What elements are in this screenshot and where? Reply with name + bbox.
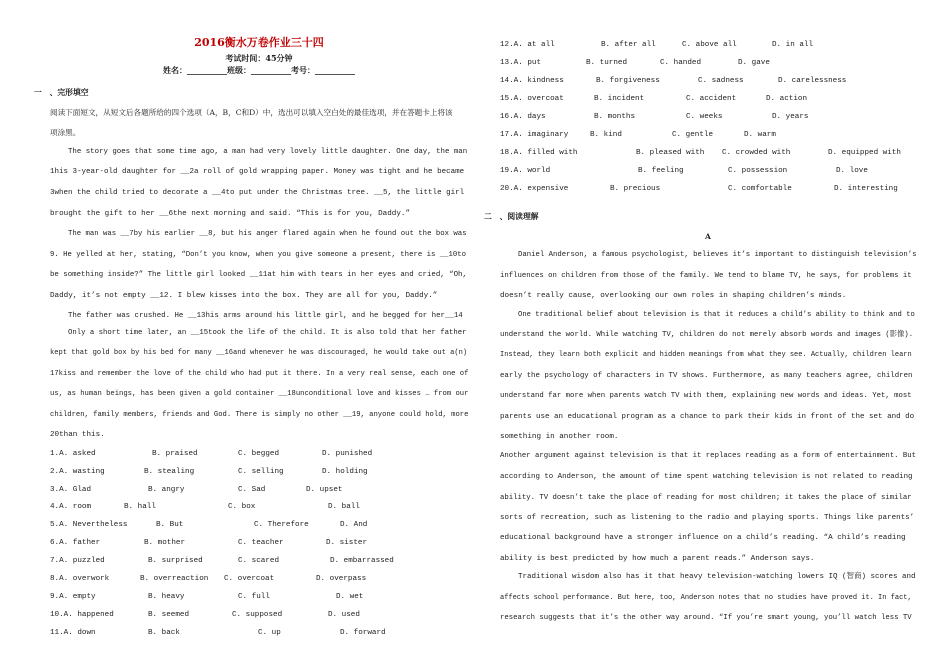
option: D. in all	[772, 41, 814, 49]
option: D. years	[772, 113, 809, 121]
student-info-fields: 姓名：__________班级：__________考号：__________	[163, 65, 355, 75]
option: 11.A. down	[50, 629, 96, 637]
option: C. begged	[238, 450, 280, 458]
option: 13.A. put	[500, 59, 542, 67]
passage-line: 1his 3-year-old daughter for __2a roll of gold wrapping paper. Money was tight and he became	[50, 168, 465, 176]
passage-line: understand far more when parents watch TV with them, explaining new words and ideas. Yet, most	[500, 392, 912, 400]
passage-line: ability. TV doesn’t take the place of reading for most children; it takes the place of similar	[500, 494, 912, 502]
option: C. Sad	[238, 486, 266, 494]
passage-line: research suggests that it’s the other way around. “If you’re smart young, you’ll watch less TV	[500, 614, 912, 622]
passage-line: The man was __7by his earlier __8, but his anger flared again when he found out the box was	[68, 230, 467, 238]
option: 18.A. filled with	[500, 149, 578, 157]
passage-line: doesn’t really cause, overlooking our own roles in shaping children’s minds.	[500, 292, 847, 300]
option: D. used	[328, 611, 360, 619]
option: 12.A. at all	[500, 41, 555, 49]
option: D. action	[766, 95, 808, 103]
passage-line: Daddy, it’s not empty __12. I blew kisses into the box. They are all for you, Daddy.”	[50, 292, 438, 300]
option: 16.A. days	[500, 113, 546, 121]
option: D. embarrassed	[330, 557, 394, 565]
option: D. wet	[336, 593, 364, 601]
option: C. selling	[238, 468, 284, 476]
option: B. mother	[144, 539, 186, 547]
option: B. feeling	[638, 167, 684, 175]
option: B. precious	[610, 185, 661, 193]
passage-line: something in another room.	[500, 433, 619, 441]
option: B. months	[594, 113, 636, 121]
option: 2.A. wasting	[50, 468, 105, 476]
passage-line: 20than this.	[50, 431, 105, 439]
option: D. carelessness	[778, 77, 847, 85]
option: 19.A. world	[500, 167, 551, 175]
option: B. seemed	[148, 611, 190, 619]
option: 6.A. father	[50, 539, 101, 547]
option: C. weeks	[686, 113, 723, 121]
option: 4.A. room	[50, 503, 92, 511]
option: D. punished	[322, 450, 373, 458]
option: 8.A. overwork	[50, 575, 110, 583]
option: B. after all	[601, 41, 656, 49]
option: 14.A. kindness	[500, 77, 564, 85]
page-title: 2016衡水万卷作业三十四	[194, 36, 324, 49]
option: C. scared	[238, 557, 280, 565]
option: C. Therefore	[254, 521, 309, 529]
option: D. And	[340, 521, 368, 529]
option: B. stealing	[144, 468, 195, 476]
passage-line: brought the gift to her __6the next morning and said. “This is for you, Daddy.”	[50, 210, 411, 218]
passage-line: 17kiss and remember the love of the child who had put it there. In a very real sense, each one of	[50, 370, 469, 378]
passage-line: ability is best predicted by how much a parent reads.” Anderson says.	[500, 555, 815, 563]
option: D. interesting	[834, 185, 898, 193]
passage-line: kept that gold box by his bed for many __16and whenever he was discouraged, he would take out a(n)	[50, 349, 468, 357]
passage-line: influences on children from those of the family. We tend to blame TV, he says, for problems it	[500, 272, 912, 280]
passage-line: educational background have a stronger influence on a child’s reading. “A child’s reading	[500, 534, 906, 542]
option: C. possession	[728, 167, 788, 175]
option: B. pleased with	[636, 149, 705, 157]
option: B. surprised	[148, 557, 203, 565]
option: C. handed	[660, 59, 702, 67]
option: B. heavy	[148, 593, 185, 601]
option: C. full	[238, 593, 270, 601]
option: C. crowded with	[722, 149, 791, 157]
option: 7.A. puzzled	[50, 557, 105, 565]
option: 20.A. expensive	[500, 185, 569, 193]
option: D. forward	[340, 629, 386, 637]
option: C. teacher	[238, 539, 284, 547]
passage-line: early the psychology of characters in TV shows. Furthermore, as many teachers agree, children	[500, 372, 913, 380]
option: B. back	[148, 629, 180, 637]
option: C. supposed	[232, 611, 283, 619]
option: C. box	[228, 503, 256, 511]
passage-line: be something inside?” The little girl looked __11at him with tears in her eyes and cried, “Oh,	[50, 271, 467, 279]
option: B. kind	[590, 131, 622, 139]
option: B. turned	[586, 59, 628, 67]
exam-time: 考试时间：45分钟	[225, 53, 293, 63]
option: 1.A. asked	[50, 450, 96, 458]
option: 5.A. Nevertheless	[50, 521, 128, 529]
passage-line: 3when the child tried to decorate a __4to put under the Christmas tree. __5, the little girl	[50, 189, 465, 197]
passage-line: Another argument against television is that it replaces reading as a form of entertainment. But	[500, 452, 916, 460]
option: D. sister	[326, 539, 368, 547]
option: 10.A. happened	[50, 611, 114, 619]
passage-line: The story goes that some time ago, a man had very lovely little daughter. One day, the man	[68, 148, 468, 156]
option: D. warm	[744, 131, 776, 139]
option: D. holding	[322, 468, 368, 476]
passage-line: children, family members, friends and God. There is simply no other __19, anyone could hold, more	[50, 411, 469, 419]
option: D. love	[836, 167, 868, 175]
passage-line: affects school performance. But here, too, Anderson notes that no studies have proved it. In fact,	[500, 594, 912, 602]
option: B. praised	[152, 450, 198, 458]
option: B. But	[156, 521, 184, 529]
option: C. accident	[686, 95, 737, 103]
passage-line: us, as human beings, has been given a gold container __18unconditional love and kisses … from our	[50, 390, 469, 398]
option: B. overreaction	[140, 575, 209, 583]
option: C. up	[258, 629, 281, 637]
option: 3.A. Glad	[50, 486, 92, 494]
passage-line: Only a short time later, an __15took the life of the child. It is also told that her father	[68, 329, 467, 337]
section-heading-reading: 二 、阅读理解	[484, 212, 539, 221]
passage-line: understand the world. While watching TV, children do not merely absorb words and images (影像).	[500, 331, 914, 339]
option: 17.A. imaginary	[500, 131, 569, 139]
option: B. angry	[148, 486, 185, 494]
instructions-line: 项涂黑。	[50, 128, 81, 137]
passage-line: The father was crushed. He __13his arms around his little girl, and he begged for her__14	[68, 312, 463, 320]
passage-label: A	[705, 232, 711, 241]
passage-line: One traditional belief about television is that it reduces a child’s ability to think and to	[518, 311, 915, 319]
passage-line: according to Anderson, the amount of time spent watching television is not related to reading	[500, 473, 913, 481]
passage-line: Traditional wisdom also has it that heavy television-watching lowers IQ (智商) scores and	[518, 573, 916, 581]
option: B. forgiveness	[596, 77, 660, 85]
passage-line: parents use an educational program as a chance to park their kids in front of the set and do	[500, 413, 915, 421]
option: D. equipped with	[828, 149, 901, 157]
option: C. gentle	[672, 131, 714, 139]
passage-line: Instead, they learn both explicit and hidden meanings from what they see. Actually, children learn	[500, 351, 912, 359]
option: B. hall	[124, 503, 156, 511]
option: D. gave	[738, 59, 770, 67]
option: 9.A. empty	[50, 593, 96, 601]
option: C. overcoat	[224, 575, 275, 583]
option: 15.A. overcoat	[500, 95, 564, 103]
option: C. sadness	[698, 77, 744, 85]
passage-line: 9. He yelled at her, stating, “Don’t you know, when you give someone a present, there is __10to	[50, 251, 466, 259]
option: D. upset	[306, 486, 343, 494]
option: D. overpass	[316, 575, 367, 583]
instructions-line: 阅读下面短文，从短文后各题所给的四个选项（A，B，C和D）中，选出可以填入空白处的最佳选项，并在答题卡上将该	[50, 108, 453, 117]
option: B. incident	[594, 95, 645, 103]
option: D. ball	[328, 503, 360, 511]
passage-line: sorts of recreation, such as listening to the radio and playing sports. Things like parents’	[500, 514, 915, 522]
option: C. above all	[682, 41, 737, 49]
option: C. comfortable	[728, 185, 792, 193]
section-heading-cloze: 一 、完形填空	[34, 88, 89, 97]
passage-line: Daniel Anderson, a famous psychologist, believes it’s important to distinguish television’s	[518, 251, 917, 259]
